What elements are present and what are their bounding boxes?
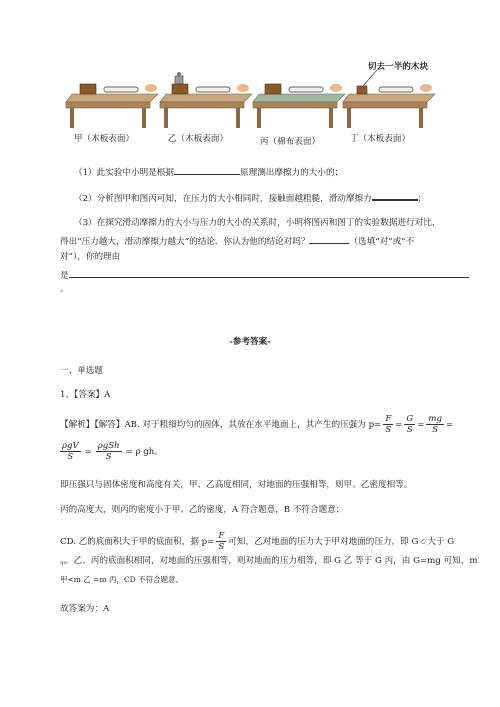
answer-item-1: 1、【答案】A — [60, 390, 111, 400]
caption-yi: 乙（木板表面） — [167, 134, 229, 144]
fraction-mg-s: $\frac{mg}{S}$ — [428, 414, 442, 435]
answer-blank-3[interactable] — [309, 234, 349, 244]
explanation-line3: 即压强只与固体密度和高度有关，甲、乙高度相同，对地面的压强相等，则甲、乙密度相等。 — [60, 480, 413, 490]
question-3-line1: （3）在探究滑动摩擦力的大小与压力的大小的关系时，小明将图丙和图丁的实验数据进行对比， — [74, 218, 441, 228]
explanation-line6: $_甲$。乙、丙的底面积相同，对地面的压强相等，则对地面的压力相等，即 G 乙 等于 G 丙，由 G=mg 可知，m — [60, 556, 478, 568]
explanation-formula-line1: 【解析】【解答】AB. 对于粗细均匀的固体，其放在水平地面上，其产生的压强为 p= $\frac{F}{S}$ = $\frac{G}{S}$ = $\frac{mg}{S}$ = — [60, 414, 454, 435]
table-jia — [66, 84, 158, 128]
answer-blank-1[interactable] — [174, 165, 240, 175]
figure-callout: 切去一半的木块 — [367, 62, 429, 72]
section-single-choice: 一、单选题 — [60, 366, 103, 376]
explanation-line4: 丙的高度大，则丙的密度小于甲、乙的密度，A 符合题意，B 不符合题意； — [60, 505, 345, 515]
explanation-formula-line2: $\frac{\text{ρgV}}{S}$ = $\frac{\text{ρgSh}}{S}$ = ρ gh。 — [62, 441, 163, 462]
explanation-line5: CD. 乙的底面积大于甲的底面积，据 p= $\frac{F}{S}$ 可知，乙对地面的压力大于甲对地面的压力，即 G 乙 大于 G — [60, 531, 455, 552]
fraction-f-s: $\frac{F}{S}$ — [385, 414, 392, 435]
fraction-rhogv-s: $\frac{\text{ρgV}}{S}$ — [62, 441, 79, 462]
explanation-line7: 甲<m 乙 =m 丙，CD 不符合题意。 — [60, 575, 184, 584]
table-bing — [253, 84, 345, 128]
question-1: （1）此实验中小明是根据 原理测出摩擦力的大小的； — [74, 165, 343, 179]
caption-jia: 甲（木板表面） — [73, 134, 135, 144]
fraction-g-s: $\frac{G}{S}$ — [406, 414, 414, 435]
question-2: （2）分析图甲和图丙可知，在压力的大小相同时，接触面越粗糙，滑动摩擦力 ； — [74, 190, 426, 205]
caption-ding: 丁（木板表面） — [349, 134, 411, 144]
caption-bing: 丙（棉布表面） — [259, 137, 321, 147]
question-3-end: 。 — [60, 284, 69, 294]
fraction-rhogsh-s: $\frac{\text{ρgSh}}{S}$ — [97, 441, 120, 462]
answer-blank-2[interactable] — [372, 190, 418, 201]
table-ding — [343, 70, 435, 128]
answer-blank-4[interactable] — [69, 268, 469, 278]
question-3-line3: 对”），你的理由 — [60, 252, 121, 262]
table-yi — [160, 72, 252, 128]
answers-title: -参考答案- — [229, 337, 271, 347]
question-3-line2: 得出“压力越大，滑动摩擦力越大”的结论．你认为他的结论对吗？ （选填“对”或“不 — [60, 234, 414, 248]
fraction-f-s-2: $\frac{F}{S}$ — [218, 531, 225, 552]
question-3-line4: 是 — [60, 268, 469, 282]
final-answer: 故答案为：A — [60, 604, 110, 614]
